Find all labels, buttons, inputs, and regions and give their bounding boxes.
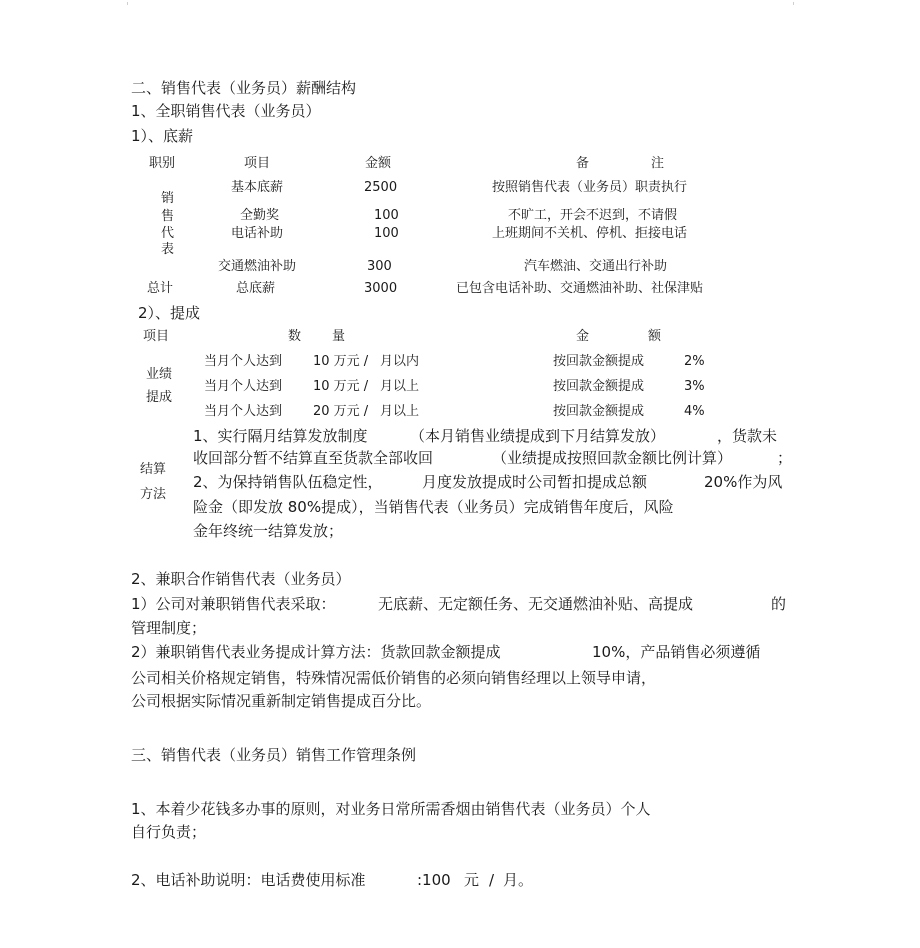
paragraph-text: 管理制度；: [131, 619, 207, 637]
header-note: 注: [651, 156, 665, 171]
settle-text: 月度发放提成时公司暂扣提成总额: [422, 473, 648, 491]
cell-item: 基本底薪: [231, 180, 284, 195]
header-amount: 金: [576, 329, 590, 344]
cell-item: 全勤奖: [240, 208, 280, 223]
paragraph-text: 元: [464, 871, 480, 889]
base-salary-title: 1）、底薪: [131, 127, 194, 145]
paragraph-text: 10%，产品销售必须遵循: [592, 643, 761, 661]
settle-text: （业绩提成按照回款金额比例计算）: [492, 449, 733, 467]
paragraph-text: 公司相关价格规定销售，特殊情况需低价销售的必须向销售经理以上领导申请，: [131, 669, 657, 687]
cell-note: 已包含电话补助、交通燃油补助、社保津贴: [456, 281, 704, 296]
cell-method: 按回款金额提成: [553, 404, 645, 419]
settle-text: 险金（即发放 80%提成），当销售代表（业务员）完成销售年度后，风险: [193, 498, 674, 516]
corner-mark: [127, 2, 128, 5]
role-char: 销: [161, 191, 175, 206]
paragraph-text: 的: [771, 595, 787, 613]
cell-condition: 当月个人达到: [204, 354, 283, 369]
cell-method: 按回款金额提成: [553, 354, 645, 369]
role-char: 表: [161, 242, 175, 257]
cell-method: 按回款金额提成: [553, 379, 645, 394]
cell-note: 汽车燃油、交通出行补助: [524, 259, 668, 274]
cell-item: 交通燃油补助: [218, 259, 297, 274]
paragraph-text: 月。: [503, 871, 534, 889]
header-role: 职别: [149, 156, 176, 171]
section-title: 二、销售代表（业务员）薪酬结构: [131, 79, 357, 97]
subsection-title: 2、兼职合作销售代表（业务员）: [131, 570, 351, 588]
settle-text: 2、为保持销售队伍稳定性，: [193, 473, 383, 491]
cell-scope: 月以上: [380, 404, 420, 419]
role-char: 代: [161, 226, 175, 241]
cell-scope: 月以内: [380, 354, 420, 369]
paragraph-text: 2、电话补助说明：电话费使用标准: [131, 871, 366, 889]
paragraph-text: 自行负责；: [131, 823, 207, 841]
settle-text: 20%作为风: [704, 473, 783, 491]
settle-text: 1、实行隔月结算发放制度: [193, 427, 368, 445]
settle-text: ；: [777, 449, 793, 467]
paragraph-text: 2）兼职销售代表业务提成计算方法：货款回款金额提成: [131, 643, 501, 661]
paragraph-text: 1）公司对兼职销售代表采取：: [131, 595, 336, 613]
section-title: 三、销售代表（业务员）销售工作管理条例: [131, 746, 417, 764]
cell-item: 电话补助: [231, 226, 284, 241]
paragraph-text: 公司根据实际情况重新制定销售提成百分比。: [131, 692, 432, 710]
paragraph-text: 1、本着少花钱多办事的原则，对业务日常所需香烟由销售代表（业务员）个人: [131, 800, 651, 818]
corner-mark: [793, 2, 794, 5]
row-label: 业绩: [146, 367, 173, 382]
cell-note: 按照销售代表（业务员）职责执行: [492, 180, 688, 195]
commission-title: 2）、提成: [138, 304, 201, 322]
cell-condition: 当月个人达到: [204, 379, 283, 394]
header-amount: 额: [648, 329, 662, 344]
cell-note: 不旷工，开会不迟到，不请假: [508, 208, 678, 223]
header-amount: 金额: [365, 156, 392, 171]
subsection-title: 1、全职销售代表（业务员）: [131, 102, 321, 120]
cell-amount: 100: [374, 208, 399, 223]
paragraph-text: 无底薪、无定额任务、无交通燃油补贴、高提成: [378, 595, 694, 613]
settle-text: 收回部分暂不结算直至货款全部收回: [193, 449, 434, 467]
settle-text: 金年终统一结算发放；: [193, 522, 344, 540]
role-char: 售: [161, 209, 175, 224]
cell-rate: 3%: [684, 379, 705, 394]
cell-note: 上班期间不关机、停机、拒接电话: [492, 226, 688, 241]
header-item: 项目: [244, 156, 271, 171]
cell-item: 总底薪: [236, 281, 276, 296]
cell-amount: 100: [374, 226, 399, 241]
header-item: 项目: [143, 329, 170, 344]
row-label: 提成: [146, 390, 173, 405]
header-note: 备: [576, 156, 590, 171]
header-qty: 量: [332, 329, 346, 344]
header-qty: 数: [288, 329, 302, 344]
paragraph-text: /: [489, 871, 495, 889]
cell-value: 10 万元 /: [313, 379, 369, 394]
settle-label: 方法: [140, 487, 167, 502]
paragraph-text: :100: [417, 871, 451, 889]
cell-value: 20 万元 /: [313, 404, 369, 419]
cell-amount: 300: [367, 259, 392, 274]
cell-rate: 2%: [684, 354, 705, 369]
cell-value: 10 万元 /: [313, 354, 369, 369]
cell-role: 总计: [147, 281, 174, 296]
settle-text: ，货款未: [717, 427, 778, 445]
cell-amount: 2500: [364, 180, 398, 195]
cell-scope: 月以上: [380, 379, 420, 394]
cell-rate: 4%: [684, 404, 705, 419]
settle-text: （本月销售业绩提成到下月结算发放）: [410, 427, 666, 445]
cell-amount: 3000: [364, 281, 398, 296]
cell-condition: 当月个人达到: [204, 404, 283, 419]
settle-label: 结算: [140, 462, 167, 477]
